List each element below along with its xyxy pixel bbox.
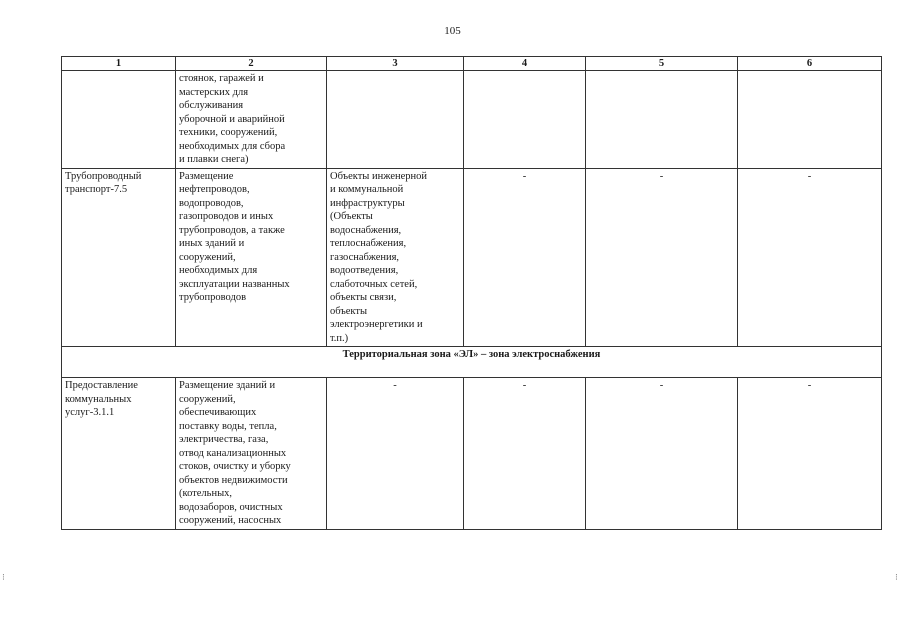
cell-col5: - xyxy=(586,168,738,347)
cell-use-type: Трубопроводный транспорт-7.5 xyxy=(62,168,176,347)
column-header-3: 3 xyxy=(327,57,464,71)
land-use-table xyxy=(61,56,882,530)
table-row xyxy=(62,71,882,169)
cell-col6: - xyxy=(738,168,882,347)
scan-edge-mark-right: ⁝ xyxy=(895,572,899,582)
column-header-4: 4 xyxy=(464,57,586,71)
cell-col4: - xyxy=(464,378,586,530)
column-header-5: 5 xyxy=(586,57,738,71)
cell-col4 xyxy=(464,71,586,169)
cell-use-type: Предоставление коммунальных услуг-3.1.1 xyxy=(62,378,176,530)
cell-col5 xyxy=(586,71,738,169)
column-header-6: 6 xyxy=(738,57,882,71)
scan-edge-mark-left: ⁝ xyxy=(2,572,6,582)
cell-col5: - xyxy=(586,378,738,530)
column-header-1: 1 xyxy=(62,57,176,71)
table-header-row xyxy=(62,57,882,71)
cell-use-description: Размещение зданий и сооружений, обеспечивающих поставку воды, тепла, электричества, газа, отвод канализационных стоков, очистку и уборку объектов недвижимости (котельных, водозаборов, очистных сооружений, насосных xyxy=(176,378,327,530)
zone-row xyxy=(62,347,882,378)
cell-use-type xyxy=(62,71,176,169)
cell-col4: - xyxy=(464,168,586,347)
zone-title: Территориальная зона «ЭЛ» – зона электроснабжения xyxy=(62,347,882,378)
cell-objects: - xyxy=(327,378,464,530)
cell-objects xyxy=(327,71,464,169)
cell-use-description: стоянок, гаражей и мастерских для обслуживания уборочной и аварийной техники, сооружений, необходимых для сбора и плавки снега) xyxy=(176,71,327,169)
table-row xyxy=(62,378,882,530)
cell-col6 xyxy=(738,71,882,169)
cell-use-description: Размещение нефтепроводов, водопроводов, газопроводов и иных трубопроводов, а также иных зданий и сооружений, необходимых для эксплуатации названных трубопроводов xyxy=(176,168,327,347)
table-row xyxy=(62,168,882,347)
page-number: 105 xyxy=(444,25,461,37)
column-header-2: 2 xyxy=(176,57,327,71)
cell-col6: - xyxy=(738,378,882,530)
cell-objects: Объекты инженерной и коммунальной инфраструктуры (Объекты водоснабжения, теплоснабжения, газоснабжения, водоотведения, слаботочных сетей, объекты связи, объекты электроэнергетики и т.п.) xyxy=(327,168,464,347)
